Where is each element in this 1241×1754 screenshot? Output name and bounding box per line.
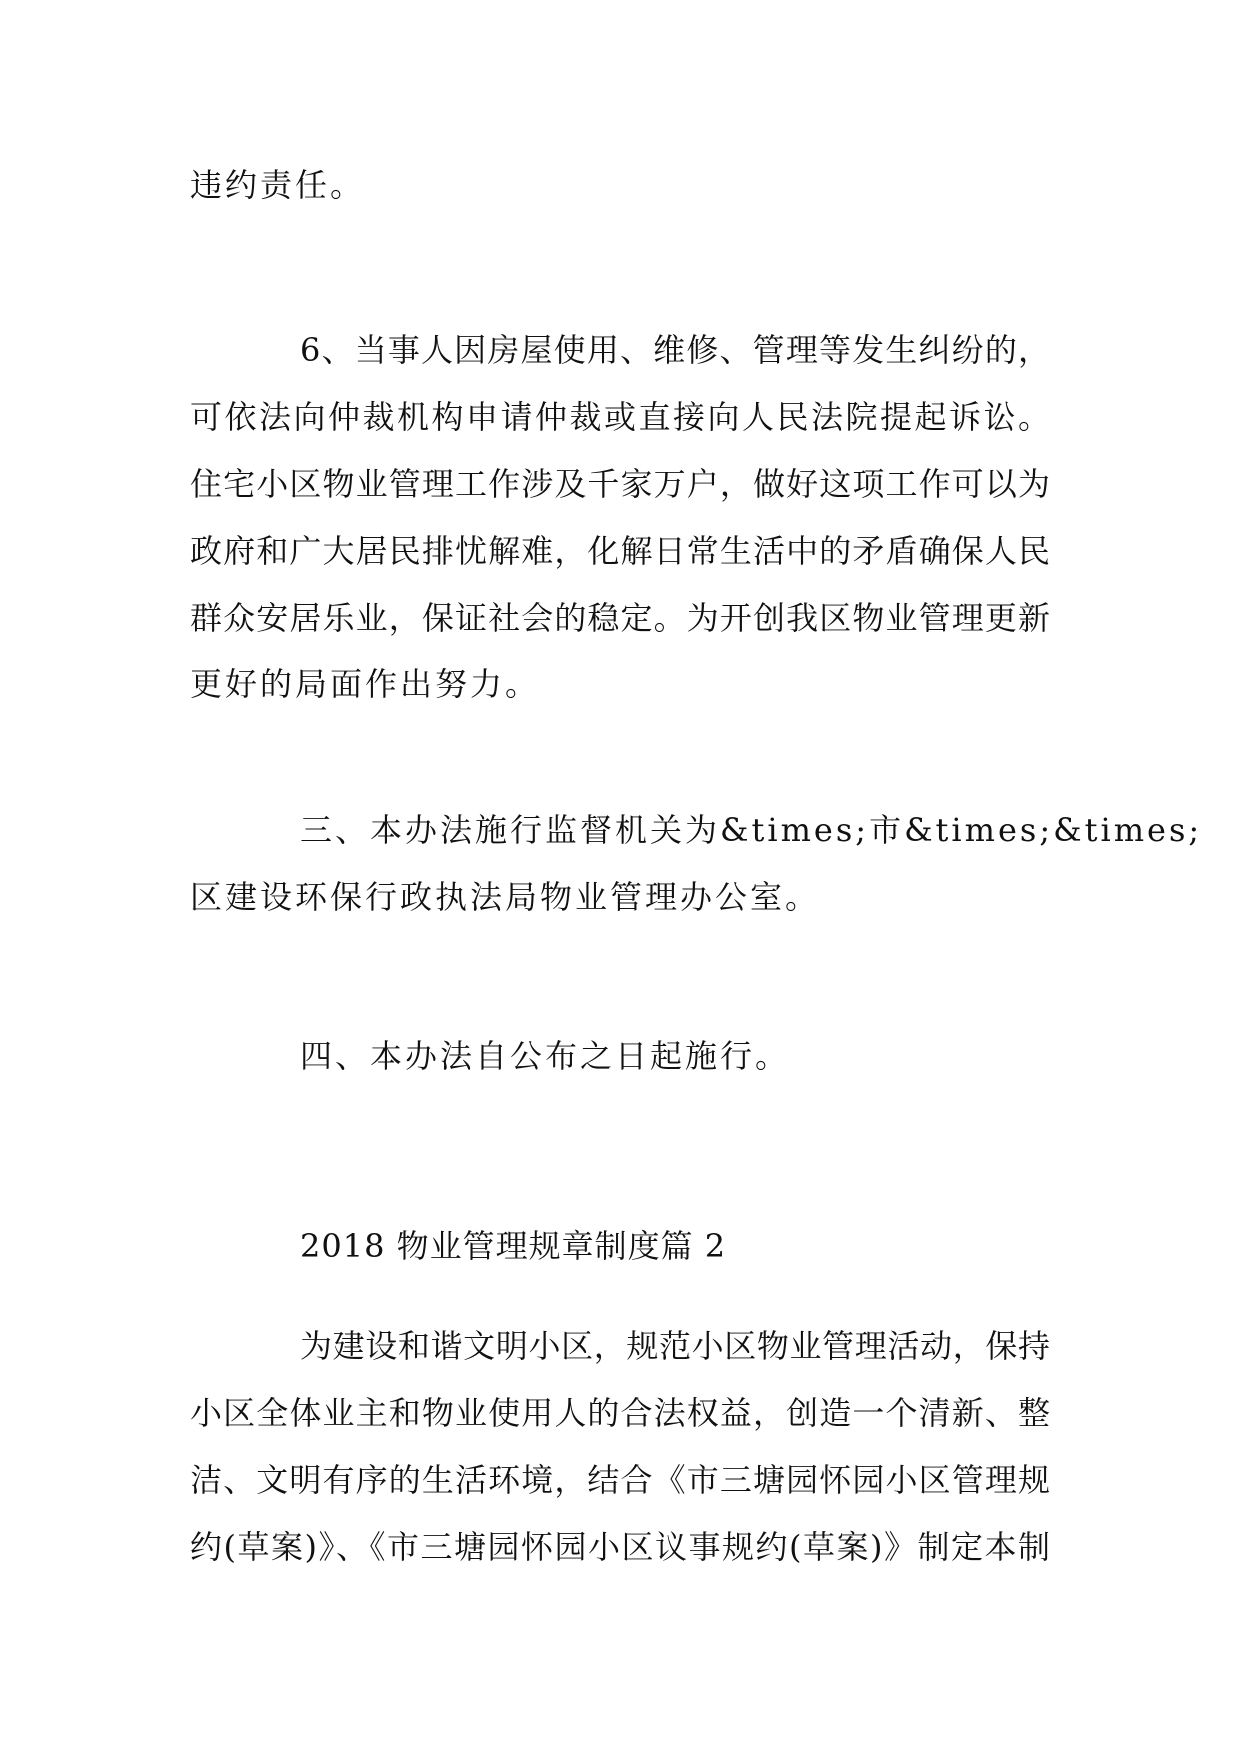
paragraph-line: 三、本办法施行监督机关为&times;市&times;&times;: [300, 811, 1203, 849]
paragraph-line: 小区全体业主和物业使用人的合法权益，创造一个清新、整: [190, 1394, 1050, 1432]
paragraph-line: 违约责任。: [190, 166, 366, 204]
paragraph-line: 6、当事人因房屋使用、维修、管理等发生纠纷的，: [300, 331, 1050, 369]
section-heading: 2018 物业管理规章制度篇 2: [300, 1227, 727, 1265]
paragraph-line: 约(草案)》、《市三塘园怀园小区议事规约(草案)》制定本制: [190, 1528, 1050, 1566]
paragraph-line: 群众安居乐业，保证社会的稳定。为开创我区物业管理更新: [190, 599, 1050, 637]
paragraph-line: 洁、文明有序的生活环境，结合《市三塘园怀园小区管理规: [190, 1461, 1050, 1499]
paragraph-line: 更好的局面作出努力。: [190, 665, 541, 703]
paragraph-line: 可依法向仲裁机构申请仲裁或直接向人民法院提起诉讼。: [190, 398, 1050, 436]
paragraph-line: 为建设和谐文明小区，规范小区物业管理活动，保持: [300, 1327, 1050, 1365]
paragraph-line: 住宅小区物业管理工作涉及千家万户，做好这项工作可以为: [190, 465, 1050, 503]
paragraph-line: 四、本办法自公布之日起施行。: [300, 1037, 791, 1075]
paragraph-line: 区建设环保行政执法局物业管理办公室。: [190, 878, 821, 916]
paragraph-line: 政府和广大居民排忧解难，化解日常生活中的矛盾确保人民: [190, 532, 1050, 570]
